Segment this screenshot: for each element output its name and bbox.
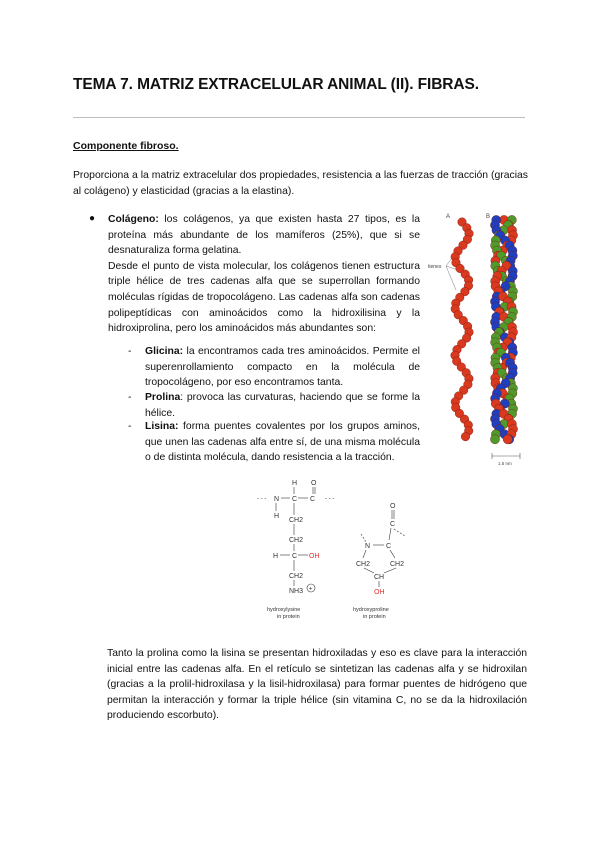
lisina-term: Lisina:: [145, 421, 179, 432]
helix-b: [490, 215, 517, 444]
hydroxyamino-acids-figure: [253, 476, 433, 626]
page-title: TEMA 7. MATRIZ EXTRACELULAR ANIMAL (II). FIBRAS.: [73, 76, 479, 93]
bullet-marker: ●: [89, 213, 96, 224]
atom: C: [292, 496, 298, 503]
bond-dashes: - - -: [325, 496, 335, 502]
group: CH2: [289, 573, 304, 580]
hydroxyproline-caption-2: in protein: [363, 614, 386, 620]
prolina-term: Prolina: [145, 392, 181, 403]
group: NH3: [289, 588, 304, 595]
hydroxylysine-caption-2: in protein: [277, 614, 300, 620]
hydroxyproline-structure: [353, 503, 404, 620]
group: CH2: [390, 561, 405, 568]
colageno-text: los colágenos, ya que existen hasta 27 tipos, es la proteína más abundante de los mamíferos (25%), que si se desnaturaliza forma gelatina.: [108, 214, 420, 257]
charge-plus: +: [308, 585, 313, 593]
helix-a: [451, 218, 474, 441]
atom: C: [310, 496, 316, 503]
hydroxylysine-caption: hydroxylysine: [267, 607, 301, 613]
colageno-molecular-paragraph: Desde el punto de vista molecular, los colágenos tienen estructura triple hélice de tres cadenas alfa que se superrollan formando moléculas rígidas de tropocolágeno. Las cadenas alfa son cadenas polipeptídicas con aminoácidos como la hidroxilisina y la hidroxiprolina, pero los aminoácidos más abundantes son:: [108, 260, 420, 335]
subitem-glicina: [145, 344, 420, 391]
prolina-text: : provoca las curvaturas, haciendo que se forme la hélice.: [145, 392, 420, 419]
group: CH2: [356, 561, 371, 568]
figure-label-a: A: [446, 214, 451, 220]
subitem-prolina: [145, 390, 420, 421]
atom: N: [274, 496, 280, 503]
subitem-dash: -: [128, 421, 132, 432]
scale-label: 1.5 nm: [498, 461, 512, 466]
subitem-dash: -: [128, 392, 132, 403]
atom: O: [390, 503, 396, 510]
collagen-helix-figure: [428, 208, 538, 468]
glicina-term: Glicina:: [145, 346, 184, 357]
hydroxyproline-dashed-bonds: [361, 529, 405, 542]
intro-paragraph: Proporciona a la matriz extracelular dos propiedades, resistencia a las fuerzas de tracción (gracias al colágeno) y elasticidad (gracias a la elastina).: [73, 170, 528, 197]
figure-side-label: tienes: [428, 264, 442, 270]
atom: H: [273, 553, 279, 560]
colageno-term: Colágeno:: [108, 214, 159, 225]
glicina-text: la encontramos cada tres aminoácidos. Permite el superenrollamiento compacto en la molécula de tropocolágeno, por eso encontramos tanta.: [145, 346, 420, 389]
colageno-paragraph: [108, 212, 420, 259]
atom: C: [390, 521, 396, 528]
atom: H: [274, 513, 280, 520]
helix-residue: [490, 435, 499, 444]
helix-residue: [503, 435, 512, 444]
hydroxyl-group: OH: [374, 589, 385, 596]
title-divider: [73, 117, 525, 118]
section-heading: Componente fibroso.: [73, 140, 179, 152]
hydroxylysine-structure: [257, 480, 334, 620]
lisina-text: forma puentes covalentes por los grupos aminos, que unen las cadenas alfa entre sí, de una misma molécula o de distinta molécula, dando resistencia a la tracción.: [145, 421, 420, 464]
group: CH: [374, 574, 385, 581]
hydroxyl-group: OH: [309, 553, 320, 560]
atom: C: [292, 553, 298, 560]
atom: O: [311, 480, 317, 487]
figure-label-b: B: [486, 214, 491, 220]
hydroxyproline-caption: hydroxyproline: [353, 607, 389, 613]
group: CH2: [289, 517, 304, 524]
atom: N: [365, 543, 371, 550]
helix-residue: [461, 432, 470, 441]
atom: H: [292, 480, 298, 487]
atom: C: [386, 543, 392, 550]
closing-paragraph: Tanto la prolina como la lisina se presentan hidroxiladas y eso es clave para la interacción inicial entre las cadenas alfa. En el retículo se sintetizan las cadenas alfa y se hidroxilan (gracias a la prolil-hidroxilasa y la lisil-hidroxilasa) para formar puentes de hidrógeno que permitan la interacción y formar la triple hélice (sin vitamina C, no se da la hidroxilación produciendo escorbuto).: [107, 648, 527, 722]
bond-dashes: - - -: [257, 496, 267, 502]
subitem-lisina: [145, 419, 420, 466]
group: CH2: [289, 537, 304, 544]
colageno-block: [108, 212, 420, 337]
subitem-dash: -: [128, 346, 132, 357]
